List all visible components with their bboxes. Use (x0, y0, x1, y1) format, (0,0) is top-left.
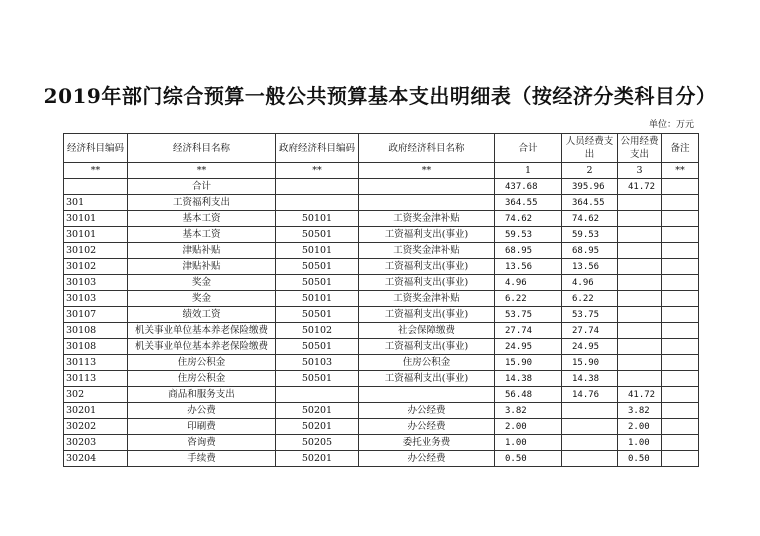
cell-gov-code: 50501 (276, 307, 359, 323)
header-gov-name: 政府经济科目名称 (359, 134, 495, 163)
cell-personnel: 6.22 (562, 291, 618, 307)
header-econ-code: 经济科目编码 (64, 134, 128, 163)
cell-public (618, 355, 662, 371)
cell-personnel (562, 403, 618, 419)
cell-total: 13.56 (495, 259, 562, 275)
cell-personnel: 13.56 (562, 259, 618, 275)
cell-public (618, 323, 662, 339)
table-row (64, 419, 699, 435)
cell-public (618, 291, 662, 307)
table-row (64, 211, 699, 227)
cell-gov-name (359, 179, 495, 195)
cell-public (618, 371, 662, 387)
budget-table (63, 133, 699, 467)
table-row (64, 371, 699, 387)
cell-public (618, 243, 662, 259)
cell-econ-code: 302 (64, 387, 128, 403)
cell-personnel (562, 435, 618, 451)
cell-gov-name: 社会保障缴费 (359, 323, 495, 339)
cell-gov-code: 50501 (276, 275, 359, 291)
cell-econ-name: 奖金 (128, 275, 276, 291)
cell-gov-name: 工资福利支出(事业) (359, 339, 495, 355)
cell-econ-code: 30108 (64, 323, 128, 339)
table-row (64, 403, 699, 419)
cell-gov-name: 工资奖金津补贴 (359, 243, 495, 259)
cell-econ-name: 机关事业单位基本养老保险缴费 (128, 339, 276, 355)
cell-personnel: 14.76 (562, 387, 618, 403)
cell-gov-code: 50201 (276, 451, 359, 467)
cell-gov-code (276, 179, 359, 195)
cell-note (662, 243, 699, 259)
cell-econ-code: 30101 (64, 227, 128, 243)
cell-total: 74.62 (495, 211, 562, 227)
cell-public: 41.72 (618, 387, 662, 403)
cell-econ-code: 30102 (64, 259, 128, 275)
cell-total: 59.53 (495, 227, 562, 243)
header-note: 备注 (662, 134, 699, 163)
cell-econ-code: 30113 (64, 371, 128, 387)
cell-econ-code: 30107 (64, 307, 128, 323)
cell-gov-name: 工资福利支出(事业) (359, 275, 495, 291)
header-total: 合计 (495, 134, 562, 163)
cell-note (662, 435, 699, 451)
cell-econ-code: 30108 (64, 339, 128, 355)
table-row (64, 435, 699, 451)
cell-econ-name: 印刷费 (128, 419, 276, 435)
table-row (64, 227, 699, 243)
header-econ-name: 经济科目名称 (128, 134, 276, 163)
cell-econ-code: 30103 (64, 275, 128, 291)
cell-econ-code: 30204 (64, 451, 128, 467)
cell-personnel (562, 451, 618, 467)
cell-gov-code: 50101 (276, 291, 359, 307)
cell-public: 1.00 (618, 435, 662, 451)
cell-personnel: 59.53 (562, 227, 618, 243)
cell-total: 0.50 (495, 451, 562, 467)
cell-personnel: 14.38 (562, 371, 618, 387)
cell-econ-code: 30113 (64, 355, 128, 371)
cell-econ-code: 30103 (64, 291, 128, 307)
table-row (64, 339, 699, 355)
cell-econ-name: 办公费 (128, 403, 276, 419)
cell-gov-name (359, 195, 495, 211)
cell-public: 0.50 (618, 451, 662, 467)
header-personnel: 人员经费支出 (562, 134, 618, 163)
cell-personnel: 4.96 (562, 275, 618, 291)
cell-gov-code: 50103 (276, 355, 359, 371)
cell-total: 27.74 (495, 323, 562, 339)
cell-gov-code (276, 387, 359, 403)
cell-note (662, 355, 699, 371)
cell-note (662, 227, 699, 243)
index-cell: ** (276, 163, 359, 179)
cell-econ-code: 30102 (64, 243, 128, 259)
table-row (64, 195, 699, 211)
cell-public: 3.82 (618, 403, 662, 419)
cell-note (662, 371, 699, 387)
cell-gov-name: 工资奖金津补贴 (359, 291, 495, 307)
cell-econ-code: 30202 (64, 419, 128, 435)
table-row (64, 355, 699, 371)
table-row (64, 179, 699, 195)
index-row (64, 163, 699, 179)
index-cell: 2 (562, 163, 618, 179)
index-cell: ** (128, 163, 276, 179)
cell-econ-code (64, 179, 128, 195)
cell-public (618, 259, 662, 275)
cell-gov-name: 住房公积金 (359, 355, 495, 371)
cell-total: 53.75 (495, 307, 562, 323)
cell-note (662, 195, 699, 211)
cell-total: 2.00 (495, 419, 562, 435)
cell-gov-name (359, 387, 495, 403)
cell-gov-code (276, 195, 359, 211)
index-cell: ** (64, 163, 128, 179)
cell-gov-code: 50501 (276, 371, 359, 387)
cell-note (662, 387, 699, 403)
cell-public (618, 339, 662, 355)
cell-econ-name: 基本工资 (128, 227, 276, 243)
cell-personnel: 364.55 (562, 195, 618, 211)
table-row (64, 243, 699, 259)
cell-econ-name: 机关事业单位基本养老保险缴费 (128, 323, 276, 339)
index-cell: ** (662, 163, 699, 179)
header-public: 公用经费支出 (618, 134, 662, 163)
cell-personnel: 74.62 (562, 211, 618, 227)
header-gov-code: 政府经济科目编码 (276, 134, 359, 163)
cell-note (662, 179, 699, 195)
cell-econ-code: 30203 (64, 435, 128, 451)
cell-econ-name: 住房公积金 (128, 371, 276, 387)
table-row (64, 275, 699, 291)
cell-econ-name: 基本工资 (128, 211, 276, 227)
cell-personnel (562, 419, 618, 435)
cell-note (662, 291, 699, 307)
cell-public: 41.72 (618, 179, 662, 195)
cell-public (618, 211, 662, 227)
cell-total: 15.90 (495, 355, 562, 371)
cell-public (618, 195, 662, 211)
cell-gov-name: 工资福利支出(事业) (359, 259, 495, 275)
cell-personnel: 24.95 (562, 339, 618, 355)
cell-gov-name: 工资奖金津补贴 (359, 211, 495, 227)
cell-personnel: 53.75 (562, 307, 618, 323)
cell-econ-code: 30201 (64, 403, 128, 419)
cell-gov-code: 50501 (276, 339, 359, 355)
cell-note (662, 307, 699, 323)
cell-personnel: 27.74 (562, 323, 618, 339)
cell-note (662, 275, 699, 291)
cell-personnel: 15.90 (562, 355, 618, 371)
cell-econ-name: 津贴补贴 (128, 259, 276, 275)
cell-econ-name: 津贴补贴 (128, 243, 276, 259)
cell-total: 24.95 (495, 339, 562, 355)
cell-gov-name: 工资福利支出(事业) (359, 227, 495, 243)
cell-total: 364.55 (495, 195, 562, 211)
cell-total: 4.96 (495, 275, 562, 291)
cell-note (662, 259, 699, 275)
cell-econ-name: 住房公积金 (128, 355, 276, 371)
cell-note (662, 451, 699, 467)
cell-gov-code: 50102 (276, 323, 359, 339)
cell-total: 14.38 (495, 371, 562, 387)
table-row (64, 259, 699, 275)
cell-public: 2.00 (618, 419, 662, 435)
cell-econ-code: 301 (64, 195, 128, 211)
index-cell: 1 (495, 163, 562, 179)
cell-gov-name: 办公经费 (359, 403, 495, 419)
cell-personnel: 68.95 (562, 243, 618, 259)
unit-label: 单位：万元 (648, 120, 694, 130)
cell-gov-code: 50101 (276, 243, 359, 259)
table-row (64, 323, 699, 339)
cell-note (662, 323, 699, 339)
cell-econ-name: 绩效工资 (128, 307, 276, 323)
cell-gov-code: 50501 (276, 227, 359, 243)
cell-econ-name: 手续费 (128, 451, 276, 467)
cell-gov-code: 50205 (276, 435, 359, 451)
cell-gov-code: 50201 (276, 419, 359, 435)
cell-total: 56.48 (495, 387, 562, 403)
cell-gov-code: 50201 (276, 403, 359, 419)
cell-total: 3.82 (495, 403, 562, 419)
cell-gov-code: 50101 (276, 211, 359, 227)
cell-note (662, 339, 699, 355)
cell-public (618, 307, 662, 323)
page-title: 2019年部门综合预算一般公共预算基本支出明细表（按经济分类科目分） (43, 84, 717, 108)
index-cell: 3 (618, 163, 662, 179)
cell-gov-name: 工资福利支出(事业) (359, 371, 495, 387)
table-row (64, 291, 699, 307)
table-row (64, 451, 699, 467)
cell-note (662, 419, 699, 435)
cell-gov-name: 办公经费 (359, 419, 495, 435)
cell-total: 1.00 (495, 435, 562, 451)
cell-note (662, 211, 699, 227)
cell-gov-code: 50501 (276, 259, 359, 275)
cell-total: 68.95 (495, 243, 562, 259)
cell-total: 437.68 (495, 179, 562, 195)
cell-econ-name: 商品和服务支出 (128, 387, 276, 403)
cell-econ-code: 30101 (64, 211, 128, 227)
cell-gov-name: 办公经费 (359, 451, 495, 467)
cell-econ-name: 咨询费 (128, 435, 276, 451)
cell-gov-name: 工资福利支出(事业) (359, 307, 495, 323)
table-row (64, 387, 699, 403)
cell-econ-name: 工资福利支出 (128, 195, 276, 211)
cell-public (618, 227, 662, 243)
cell-note (662, 403, 699, 419)
cell-personnel: 395.96 (562, 179, 618, 195)
table-row (64, 307, 699, 323)
cell-econ-name: 合计 (128, 179, 276, 195)
cell-gov-name: 委托业务费 (359, 435, 495, 451)
header-row (64, 134, 699, 163)
cell-public (618, 275, 662, 291)
cell-total: 6.22 (495, 291, 562, 307)
cell-econ-name: 奖金 (128, 291, 276, 307)
index-cell: ** (359, 163, 495, 179)
